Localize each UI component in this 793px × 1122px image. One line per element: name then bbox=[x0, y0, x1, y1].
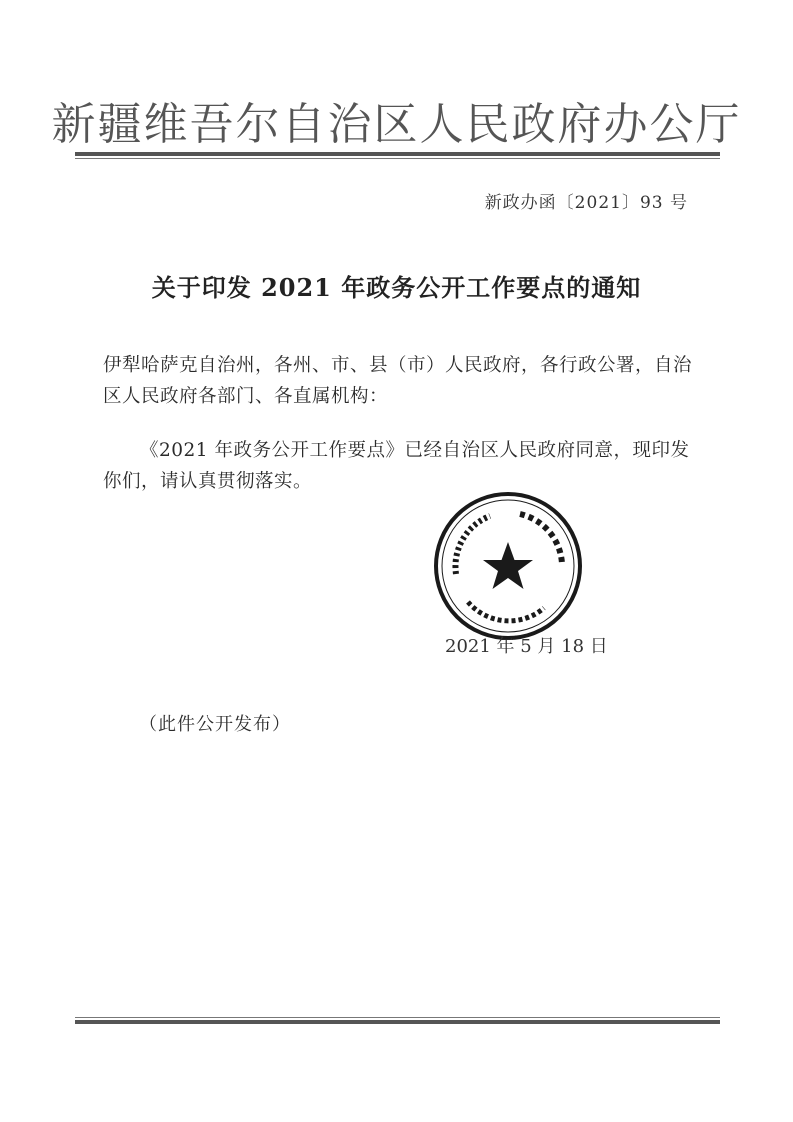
recipients-paragraph: 伊犁哈萨克自治州，各州、市、县（市）人民政府，各行政公署，自治区人民政府各部门、各直属机构： bbox=[103, 355, 693, 407]
header-divider-thin bbox=[75, 158, 720, 159]
footer-divider-thick bbox=[75, 1020, 720, 1024]
document-title: 关于印发 2021 年政务公开工作要点的通知 bbox=[151, 273, 642, 302]
official-seal-icon bbox=[432, 490, 584, 642]
header-divider-thick bbox=[75, 152, 720, 156]
issuing-office-title: 新疆维吾尔自治区人民政府办公厅 bbox=[51, 99, 742, 150]
issue-date: 2021 年 5 月 18 日 bbox=[445, 636, 608, 657]
publication-note: （此件公开发布） bbox=[139, 714, 291, 735]
document-number: 新政办函〔2021〕93 号 bbox=[484, 193, 688, 213]
footer-divider-thin bbox=[75, 1017, 720, 1018]
body-paragraph: 《2021 年政务公开工作要点》已经自治区人民政府同意，现印发你们，请认真贯彻落实。 bbox=[103, 440, 690, 492]
